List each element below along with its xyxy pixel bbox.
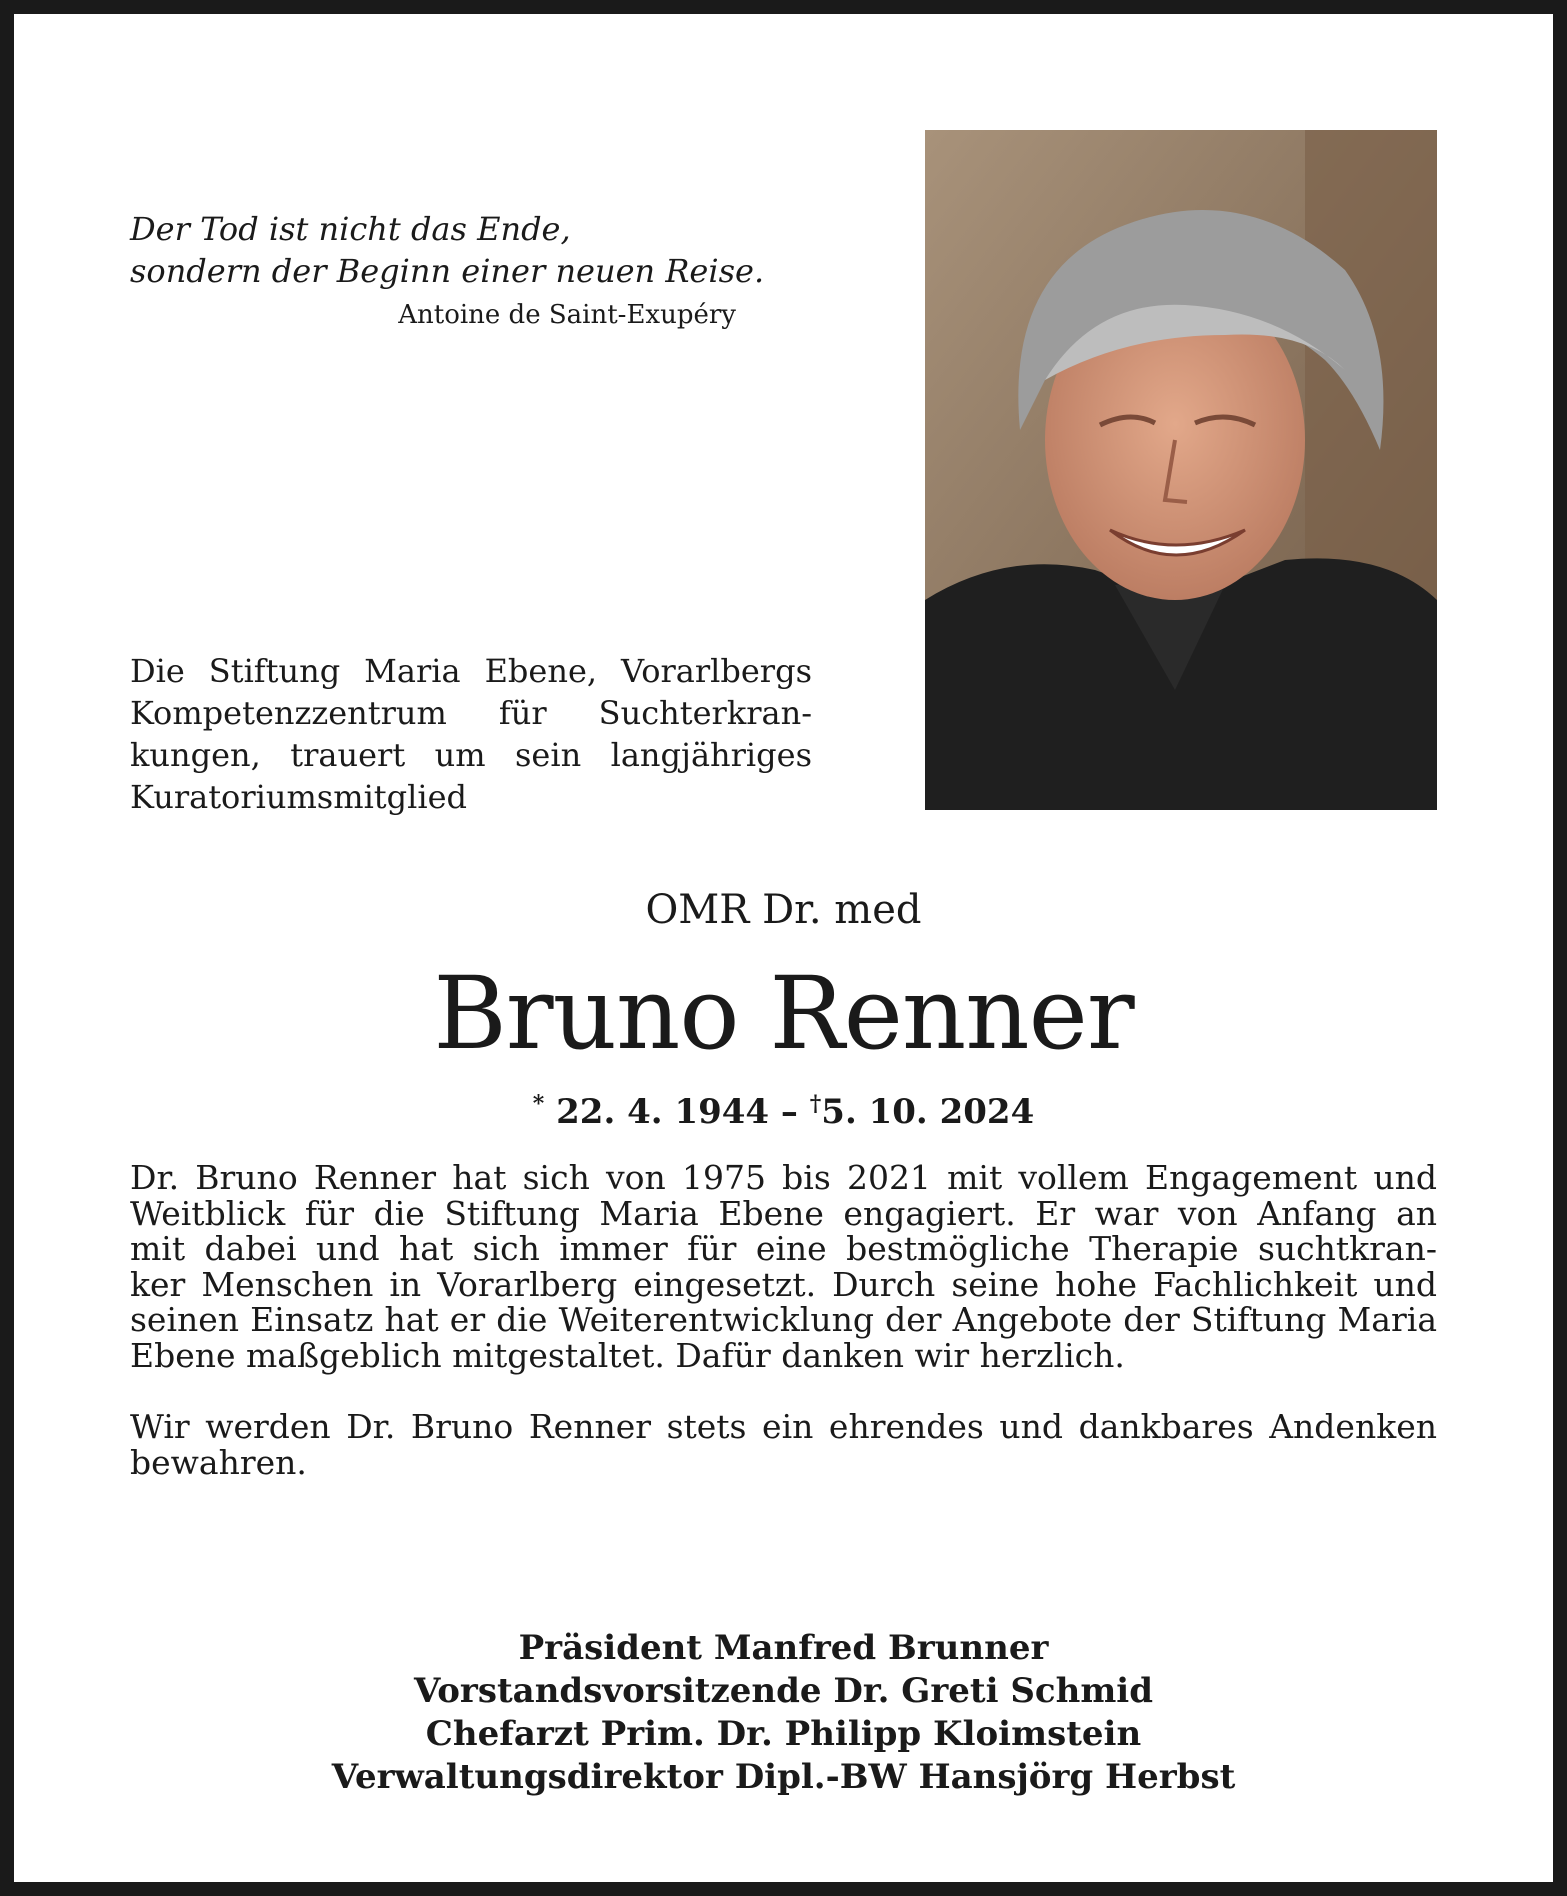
foundation-line-1: Die Stiftung Maria Ebene, Vorarlbergs — [130, 652, 812, 690]
foundation-statement — [130, 650, 812, 818]
tribute-line: Ebene maßgeblich mitgestaltet. Dafür danken wir herzlich. — [130, 1335, 1125, 1375]
tribute-text — [130, 1160, 1437, 1480]
tribute-line: Dr. Bruno Renner hat sich von 1975 bis 2021 mit vollem Engagement und — [130, 1158, 1437, 1197]
deceased-title: OMR Dr. med — [645, 887, 922, 933]
quote-line-2: sondern der Beginn einer neuen Reise. — [130, 252, 765, 290]
quote-line-1: Der Tod ist nicht das Ende, — [130, 210, 571, 248]
foundation-line-3: kungen, trauert um sein langjähriges — [130, 736, 812, 774]
foundation-line-2: Kompetenzzentrum für Suchterkran- — [130, 694, 812, 732]
epigraph-quote — [130, 208, 765, 334]
signature-administrative-director: Verwaltungsdirektor Dipl.-BW Hansjörg Herbst — [331, 1757, 1236, 1797]
tribute-line: ker Menschen in Vorarlberg eingesetzt. Durch seine hohe Fachlichkeit und — [130, 1264, 1437, 1304]
tribute-line: Weitblick für die Stiftung Maria Ebene engagiert. Er war von Anfang an — [130, 1193, 1437, 1233]
death-date: 5. 10. 2024 — [821, 1092, 1035, 1132]
tribute-paragraph-2 — [130, 1409, 1437, 1480]
life-dates — [0, 1082, 1567, 1134]
signatures — [0, 1627, 1567, 1799]
signature-chief-physician: Chefarzt Prim. Dr. Philipp Kloimstein — [425, 1714, 1142, 1754]
quote-author: Antoine de Saint-Exupéry — [398, 300, 736, 330]
deceased-name: Bruno Renner — [433, 955, 1134, 1072]
tribute-line: bewahren. — [130, 1442, 307, 1482]
tribute-line: mit dabei und hat sich immer für eine bestmögliche Therapie suchtkran- — [130, 1229, 1437, 1268]
tribute-line: Wir werden Dr. Bruno Renner stets ein ehrendes und dankbares Andenken — [130, 1407, 1437, 1446]
portrait-photo — [925, 130, 1437, 810]
portrait-photo-icon — [925, 130, 1437, 810]
death-symbol: † — [809, 1091, 822, 1117]
signature-board-chair: Vorstandsvorsitzende Dr. Greti Schmid — [413, 1671, 1153, 1711]
signature-president: Präsident Manfred Brunner — [518, 1628, 1049, 1668]
foundation-line-4: Kuratoriumsmitglied — [130, 778, 468, 816]
birth-symbol: * — [532, 1091, 545, 1117]
date-separator: – — [769, 1092, 810, 1132]
tribute-paragraph-1 — [130, 1160, 1437, 1373]
tribute-line: seinen Einsatz hat er die Weiterentwicklung der Angebote der Stiftung Maria — [130, 1300, 1437, 1339]
birth-date: 22. 4. 1944 — [556, 1092, 770, 1132]
